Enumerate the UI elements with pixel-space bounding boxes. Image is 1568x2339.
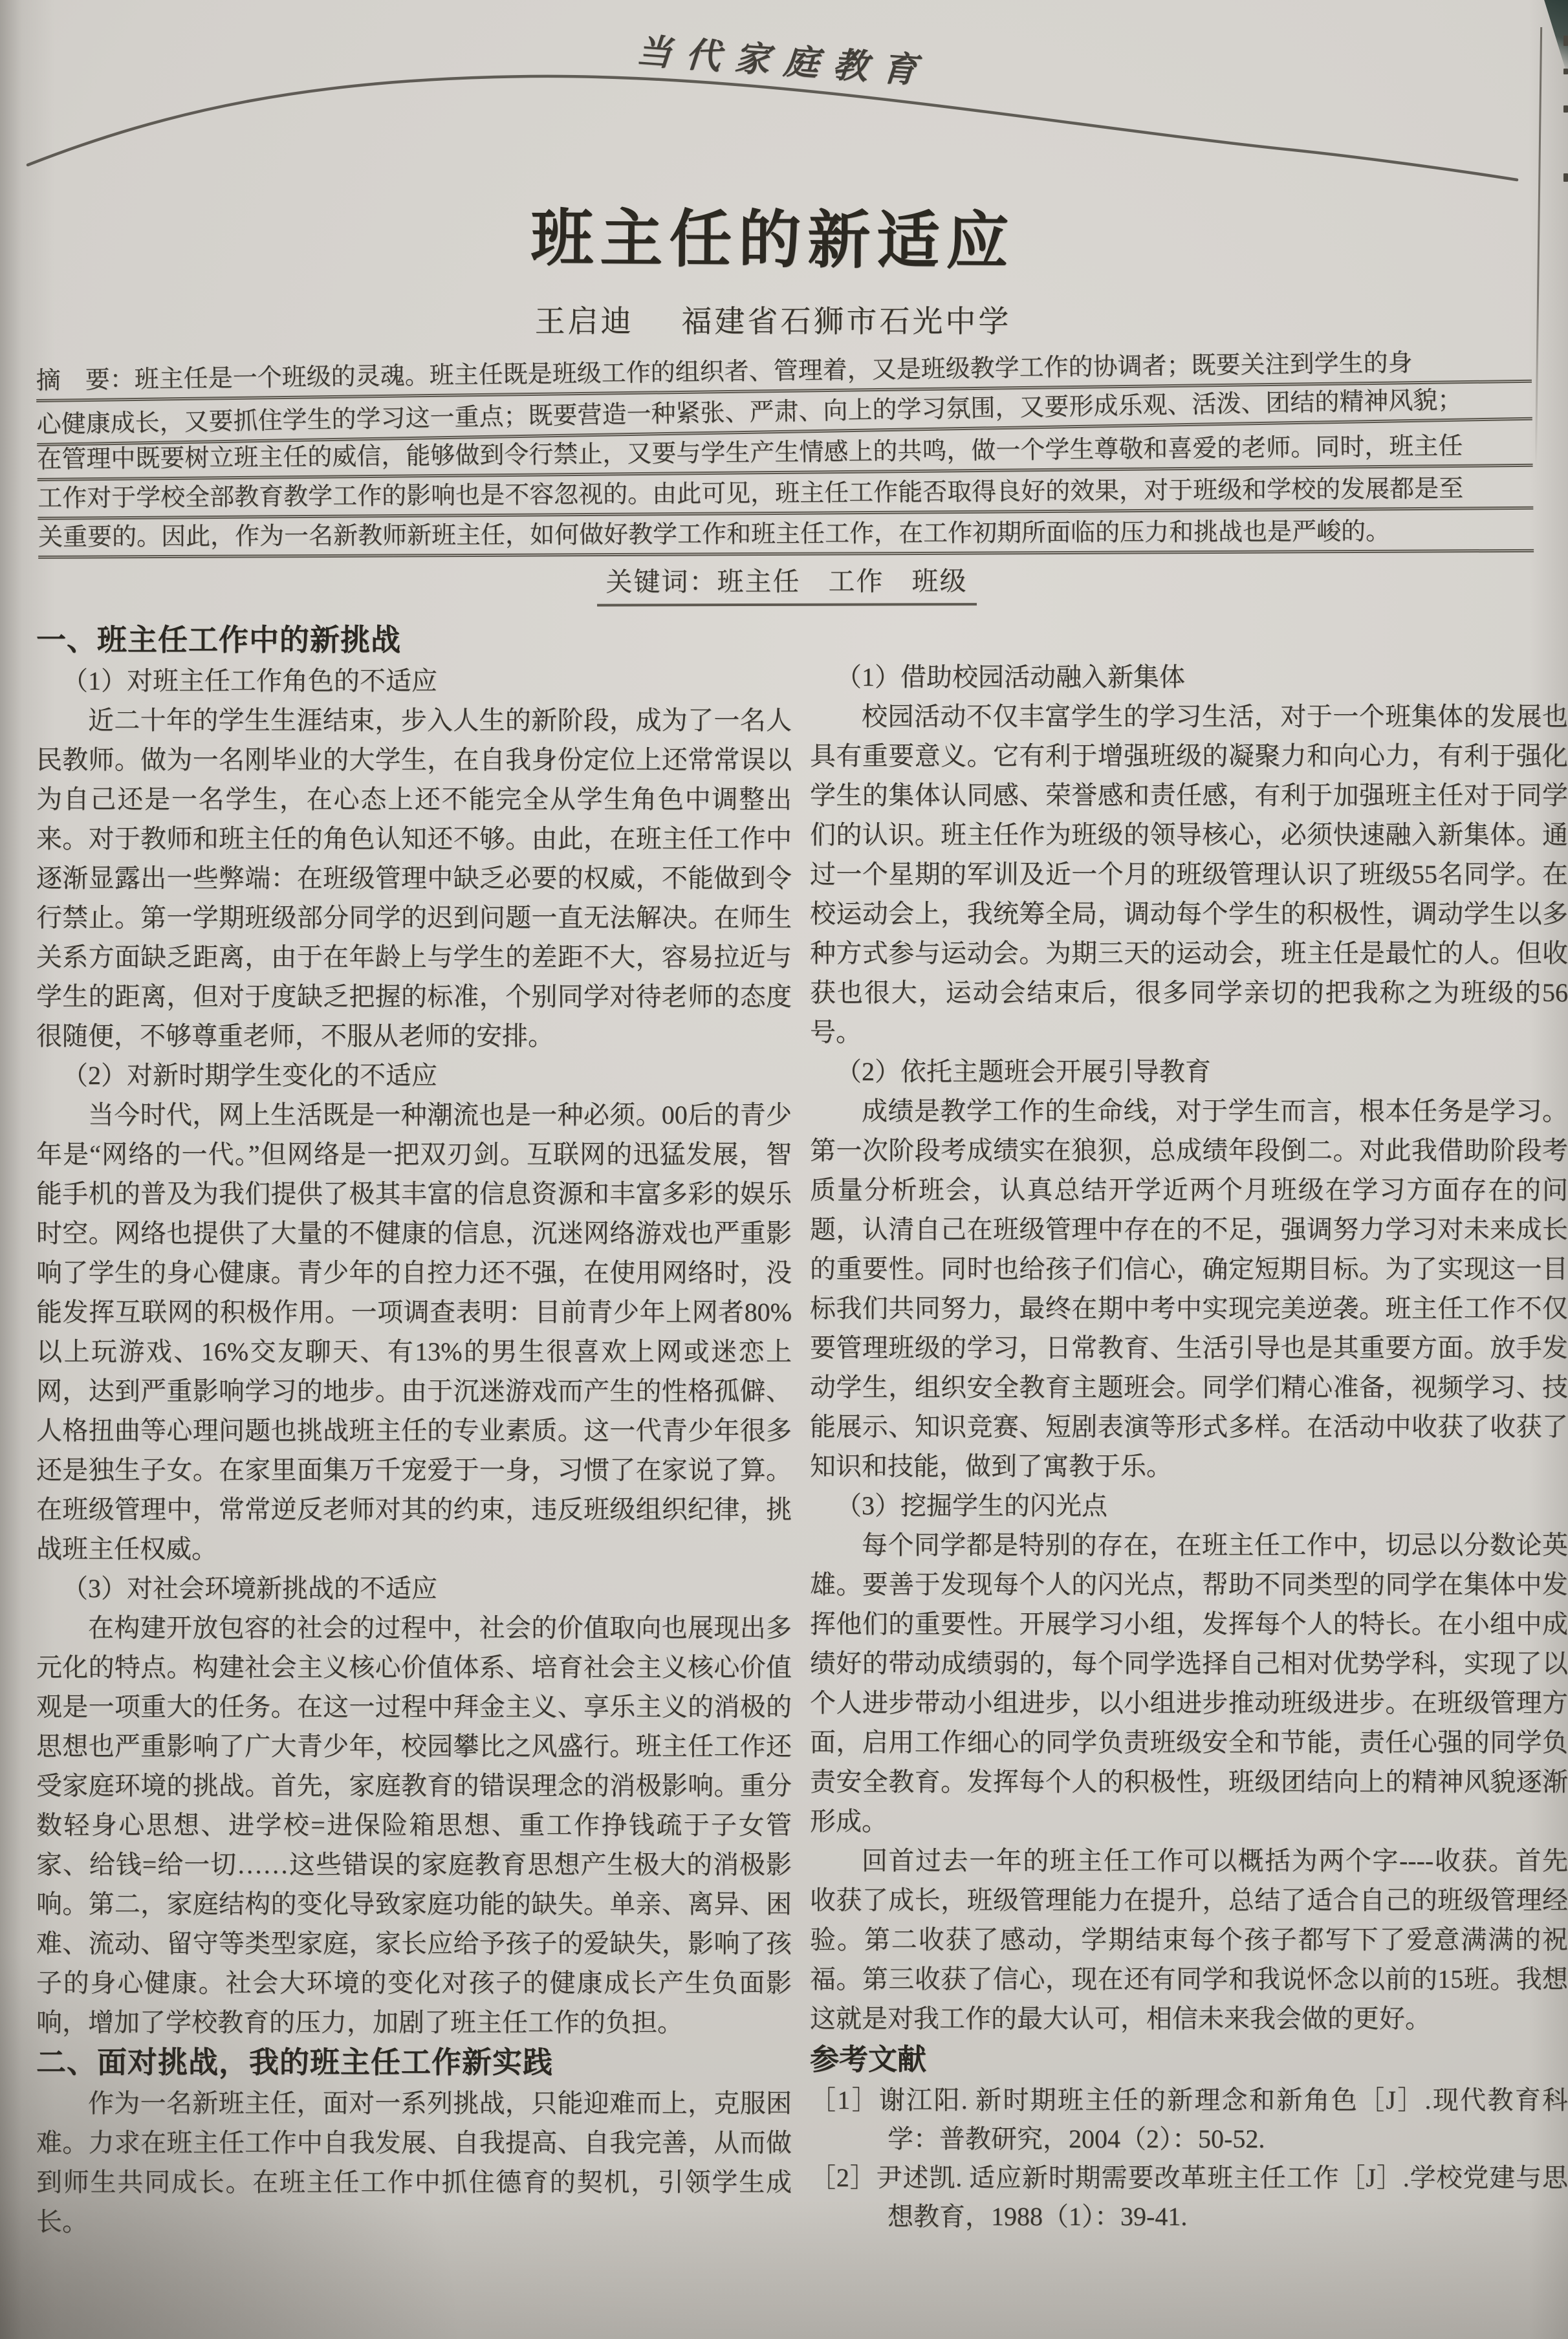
keywords-line: 关键词：班主任 工作 班级: [596, 560, 976, 607]
paragraph: 在构建开放包容的社会的过程中，社会的价值取向也展现出多元化的特点。构建社会主义核心价值体系、培育社会主义核心价值观是一项重大的任务。在这一过程中拜金主义、享乐主义的消极的思想也严重影响了广大青少年，校园攀比之风盛行。班主任工作还受家庭环境的挑战。首先，家庭教育的错误理念的消极影响。重分数轻身心思想、进学校=进保险箱思想、重工作挣钱疏于子女管家、给钱=给一切……这些错误的家庭教育思想产生极大的消极影响。第二，家庭结构的变化导致家庭功能的缺失。单亲、离异、困难、流动、留守等类型家庭，家长应给予孩子的爱缺失，影响了孩子的身心健康。社会大环境的变化对孩子的健康成长产生负面影响，增加了学校教育的压力，加剧了班主任工作的负担。: [36, 1613, 792, 2037]
journal-name: 当代家庭教育: [635, 32, 933, 91]
paragraph: 作为一名新班主任，面对一系列挑战，只能迎难而上，克服困难。力求在班主任工作中自我发展、自我提高、自我完善，从而做到师生共同成长。在班主任工作中抓住德育的契机，引领学生成长。: [36, 2089, 792, 2236]
subsection-heading-1-3: （3）对社会环境新挑战的不适应: [62, 1574, 437, 1603]
author-name: 王启迪: [534, 305, 634, 339]
subsection-heading-2-3: （3）挖掘学生的闪光点: [836, 1491, 1107, 1520]
section-heading-1: 一、班主任工作中的新挑战: [36, 624, 401, 657]
edge-mark: [1563, 69, 1568, 74]
abstract-line: 工作对于学校全部教育教学工作的影响也是不容忽视的。由此可见，班主任工作能否取得良好的效果，对于班级和学校的发展都是至: [38, 473, 1533, 520]
references-heading: 参考文献: [810, 2043, 927, 2076]
subsection-heading-1-1: （1）对班主任工作角色的不适应: [62, 666, 437, 695]
subsection-heading-2-1: （1）借助校园活动融入新集体: [836, 662, 1185, 691]
edge-mark: [1563, 105, 1568, 113]
reference-item: ［2］尹述凯. 适应新时期需要改革班主任工作［J］.学校党建与思想教育，1988（1）：39-41.: [810, 2163, 1568, 2231]
paragraph: 校园活动不仅丰富学生的学习生活，对于一个班集体的发展也具有重要意义。它有利于增强班级的凝聚力和向心力，有利于强化学生的集体认同感、荣誉感和责任感，有利于加强班主任对于同学们的认识。班主任作为班级的领导核心，必须快速融入新集体。通过一个星期的军训及近一个月的班级管理认识了班级55名同学。在校运动会上，我统筹全局，调动每个学生的积极性，调动学生以多种方式参与运动会。为期三天的运动会，班主任是最忙的人。但收获也很大，运动会结束后，很多同学亲切的把我称之为班级的56号。: [810, 702, 1568, 1047]
subsection-heading-1-2: （2）对新时期学生变化的不适应: [62, 1061, 437, 1090]
paragraph: 当今时代，网上生活既是一种潮流也是一种必须。00后的青少年是“网络的一代。”但网络是一把双刃剑。互联网的迅猛发展，智能手机的普及为我们提供了极其丰富的信息资源和丰富多彩的娱乐时空。网络也提供了大量的不健康的信息，沉迷网络游戏也严重影响了学生的身心健康。青少年的自控力还不强，在使用网络时，没能发挥互联网的积极作用。一项调查表明：目前青少年上网者80%以上玩游戏、16%交友聊天、有13%的男生很喜欢上网或迷恋上网，达到严重影响学习的地步。由于沉迷游戏而产生的性格孤僻、人格扭曲等心理问题也挑战班主任的专业素质。这一代青少年很多还是独生子女。在家里面集万千宠爱于一身，习惯了在家说了算。在班级管理中，常常逆反老师对其的约束，违反班级组织纪律，挑战班主任权威。: [36, 1100, 792, 1563]
abstract-line: 在管理中既要树立班主任的威信，能够做到令行禁止，又要与学生产生情感上的共鸣，做一个学生尊敬和喜爱的老师。同时，班主任: [37, 431, 1532, 481]
left-column: [36, 620, 792, 2241]
paragraph: 近二十年的学生生涯结束，步入人生的新阶段，成为了一名人民教师。做为一名刚毕业的大学生，在自我身份定位上还常常误以为自己还是一名学生，在心态上还不能完全从学生角色中调整出来。对于教师和班主任的角色认知还不够。由此，在班主任工作中逐渐显露出一些弊端：在班级管理中缺乏必要的权威，不能做到令行禁止。第一学期班级部分同学的迟到问题一直无法解决。在师生关系方面缺乏距离，由于在年龄上与学生的差距不大，容易拉近与学生的距离，但对于度缺乏把握的标准，个别同学对待老师的态度很随便，不够尊重老师，不服从老师的安排。: [36, 706, 792, 1050]
paragraph: 每个同学都是特别的存在，在班主任工作中，切忌以分数论英雄。要善于发现每个人的闪光点，帮助不同类型的同学在集体中发挥他们的重要性。开展学习小组，发挥每个人的特长。在小组中成绩好的带动成绩弱的，每个同学选择自己相对优势学科，实现了以个人进步带动小组进步，以小组进步推动班级进步。在班级管理方面，启用工作细心的同学负责班级安全和节能，责任心强的同学负责安全教育。发挥每个人的积极性，班级团结向上的精神风貌逐渐形成。: [810, 1530, 1568, 1836]
closing-paragraph: 回首过去一年的班主任工作可以概括为两个字----收获。首先收获了成长，班级管理能力在提升，总结了适合自己的班级管理经验。第二收获了感动，学期结束每个孩子都写下了爱意满满的祝福。第三收获了信心，现在还有同学和我说怀念以前的15班。我想这就是对我工作的最大认可，相信未来我会做的更好。: [810, 1846, 1568, 2033]
author-affiliation: 福建省石狮市石光中学: [681, 305, 1012, 339]
reference-item: ［1］谢江阳. 新时期班主任的新理念和新角色［J］.现代教育科学：普教研究，2004（2）：50-52.: [810, 2085, 1568, 2153]
section-heading-2: 二、面对挑战，我的班主任工作新实践: [36, 2046, 553, 2079]
subsection-heading-2-2: （2）依托主题班会开展引导教育: [836, 1057, 1211, 1086]
edge-mark: [1563, 173, 1568, 182]
edge-mark: [1563, 36, 1568, 46]
abstract-line: 摘 要：班主任是一个班级的灵魂。班主任既是班级工作的组织者、管理着，又是班级教学工作的协调者；既要关注到学生的身: [36, 347, 1532, 402]
abstract-block: [36, 347, 1534, 616]
keywords-row: [39, 558, 1534, 608]
abstract-line: 关重要的。因此，作为一名新教师新班主任，如何做好教学工作和班主任工作，在工作初期所面临的压力和挑战也是严峻的。: [38, 516, 1534, 559]
right-column: [810, 620, 1568, 2236]
author-line: [0, 298, 1546, 341]
article-title: 班主任的新适应: [530, 204, 1016, 277]
abstract-line: 心健康成长，又要抓住学生的学习这一重点；既要营造一种紧张、严肃、向上的学习氛围，又要形成乐观、活泼、团结的精神风貌；: [36, 384, 1532, 446]
paragraph: 成绩是教学工作的生命线，对于学生而言，根本任务是学习。第一次阶段考成绩实在狼狈，总成绩年段倒二。对此我借助阶段考质量分析班会，认真总结开学近两个月班级在学习方面存在的问题，认清自己在班级管理中存在的不足，强调努力学习对未来成长的重要性。同时也给孩子们信心，确定短期目标。为了实现这一目标我们共同努力，最终在期中考中实现完美逆袭。班主任工作不仅要管理班级的学习，日常教育、生活引导也是其重要方面。放手发动学生，组织安全教育主题班会。同学们精心准备，视频学习、技能展示、知识竞赛、短剧表演等形式多样。在活动中收获了收获了知识和技能，做到了寓教于乐。: [810, 1096, 1568, 1481]
